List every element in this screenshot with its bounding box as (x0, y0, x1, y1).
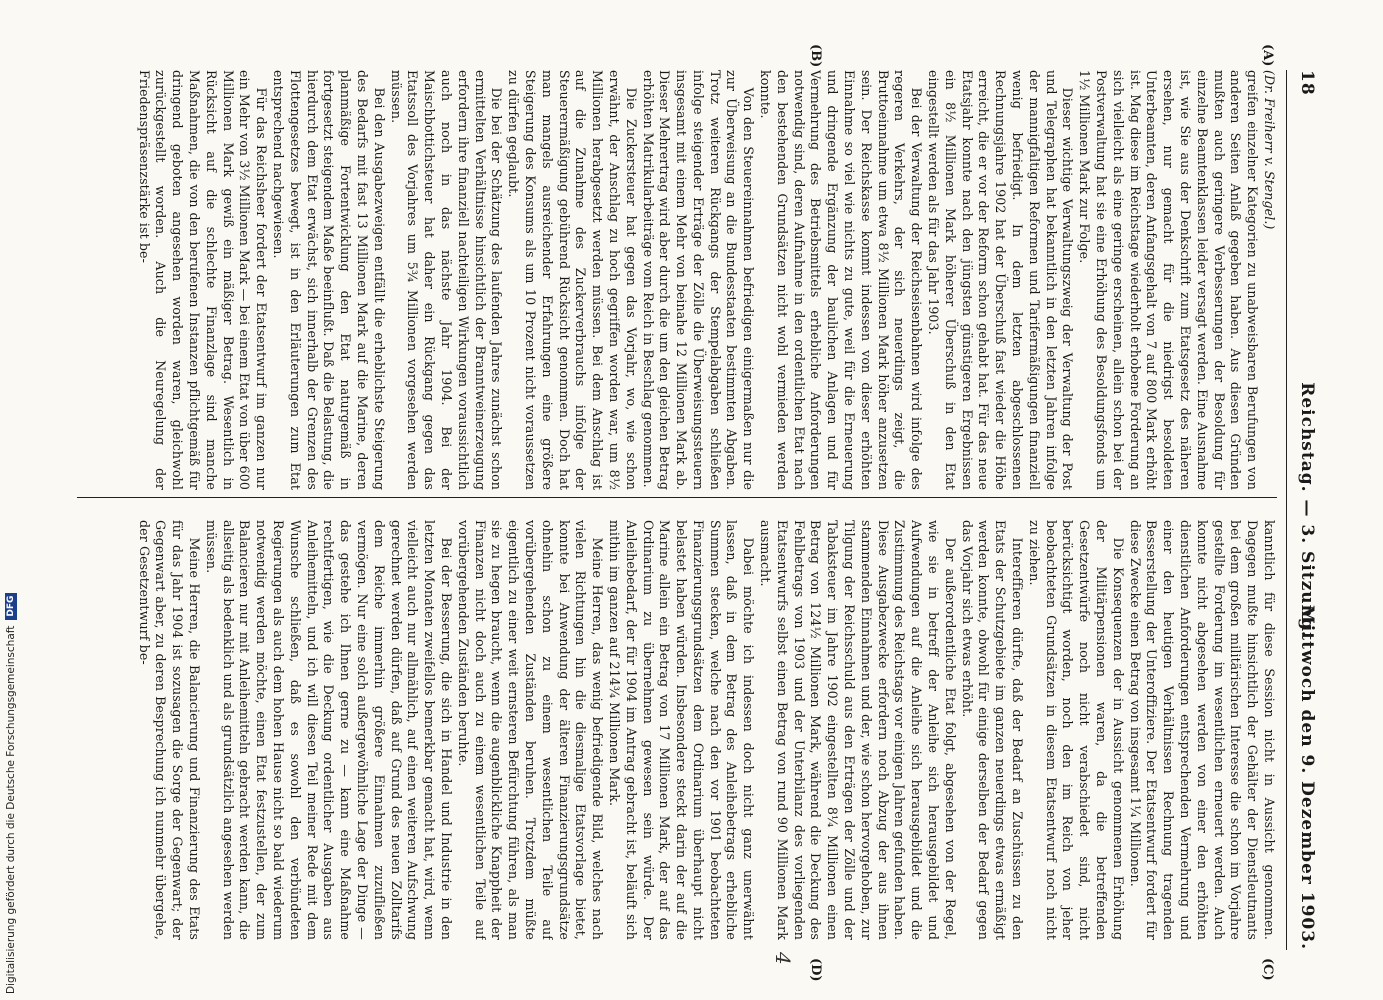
paragraph: kanntlich für diese Session nicht in Aussicht genommen. Dagegen mußte hinsichtlich der Gehälter der Dienstleutnants bei dem großen militärischen Interesse die schon im Vorjahre gestellte Forderung im wesentlichen erneuert werden. Auch konnte nicht abgesehen werden von einer den erhöhten dienstlichen Anforderungen entsprechenden Vermehrung und einer den heutigen Verhältnissen Rechnung tragenden Besserstellung der Unteroffiziere. Der Etatsentwurf fordert für diese Zwecke einen Betrag von insgesamt 1¼ Millionen. (1127, 520, 1277, 940)
paragraph: Die bei der Schätzung des laufenden Jahres zunächst schon ermittelten Verhältnisse hinsichtlich der Branntweinerzeugung erfordern ihre finanziell nachteiligen Wirkungen voraussichtlich auch noch in das nächste Jahr 1904. Bei der Maischbottichsteuer hat daher ein Rückgang gegen das Etatssoll des Vorjahres um 5¾ Millionen vorgesehen werden müssen. (388, 70, 505, 490)
paragraph: Die Konsequenzen der in Aussicht genommenen Erhöhung der Militärpensionen waren, da die betreffenden Gesetzentwürfe noch nicht verabschiedet sind, nicht berücksichtigt worden, noch den im Reich von jeher beobachteten Grundsätzen in diesem Etatsentwurf noch nicht zu ziehen. (1026, 520, 1126, 940)
paragraph: Für das Reichsheer fordert der Etatsentwurf im ganzen nur ein Mehr von 3½ Millionen Mark — bei einem Etat von über 600 Millionen Mark gewiß ein mäßiger Betrag. Wesentlich in Rücksicht auf die schlechte Finanzlage sind manche Maßnahmen, die von den berufenen Instanzen pflichtgemäß für dringend geboten angesehen worden waren, gleichwohl zurückgestellt worden. Auch die Neuregelung der Friedenspräsenzstärke ist be- (136, 70, 270, 490)
digitization-attribution (2, 0, 20, 1000)
paragraph: Bei der Besserung, die sich in Handel und Industrie in den letzten Monaten zweifellos bemerkbar gemacht hat, wird, wenn vielleicht auch nur allmählich, auf einen weiteren Aufschwung gerechnet werden dürfen, daß auf Grund des neuen Zolltarifs dem Reiche immerhin größere Einnahmen zuzufließen vermögen. Nur eine solch außergewöhnliche Lage der Dinge — das gestehe ich Ihnen gerne zu — kann eine Maßnahme rechtfertigen, wie die Deckung ordentlicher Ausgaben aus Anleihemitteln, und ich will diesen Teil meiner Rede mit dem Wunsche schließen, daß es sowohl den verbündeten Regierungen als auch dem hohen Hause nicht so bald wiederum notwendig werden möchte, einen Etat festzustellen, der zum Balancieren nur mit Anleihemitteln gebracht werden kann, die allseitig als bedenklich und als grundsätzlich angesehen werden müssen. (203, 520, 454, 940)
paragraph: Dieser wichtige Verwaltungszweig der Verwaltung der Post und Telegraphen hat bekanntlich in den letzten Jahren infolge der mannigfaltigen Reformen und Tarifermäßigungen finanziell wenig befriedigt. In dem letzten abgeschlossenen Rechnungsjahre 1902 hat der Überschuß fast wieder die Höhe erreicht, die er vor der Reform schon gehabt hat. Für das neue Etatsjahr konnte nach den jüngsten günstigeren Ergebnissen ein 8½ Millionen Mark höherer Überschuß in den Etat eingestellt werden als für das Jahr 1903. (926, 70, 1076, 490)
running-title: Reichstag. — 3. Sitzung. (1297, 382, 1317, 638)
margin-mark-b: (B) (808, 44, 823, 68)
header-rule (1286, 70, 1287, 950)
right-column (77, 520, 1277, 940)
dfg-logo: DFG (5, 593, 17, 620)
margin-mark-c: (C) (1260, 958, 1275, 981)
session-date: Mittwoch den 9. Dezember 1903. (1297, 604, 1317, 950)
handwritten-mark: 4 (771, 952, 795, 965)
paragraph: Dabei möchte ich indessen doch nicht ganz unerwähnt lassen, daß in dem Betrag des Anleihebetrags erhebliche Summen stecken, welche nach den vor 1901 beobachteten Finanzierungsgrundsätzen dem Ordinarium überhaupt nicht belastet haben würden. Insbesondere steckt darin der auf die Marine allein ein Betrag von 17 Millionen Mark, der auf das Ordinarium zu übernehmen gewesen sein würde. Der Anleihebedarf, der für 1904 im Antrag gebracht ist, beläuft sich mithin im ganzen auf 214¾ Millionen Mark. (606, 520, 757, 940)
paragraph: greifen einzelner Kategorien zu unabweisbaren Berufungen von anderen Seiten Anlaß gegeben haben. Aus diesen Gründen mußten auch geringere Verbesserungen der Besoldung für einzelne Beamtenklassen leider versagt werden. Eine Ausnahme ist, wie Sie aus der Denkschrift zum Etatsgesetz des näheren ersehen, nur gemacht für die niedrigst besoldeten Unterbeamten, deren Anfangsgehalt von 7 auf 800 Mark erhöht ist. Mag diese im Reichstage wiederholt erhobene Forderung an sich vielleicht als eine geringe erscheinen, allein schon bei der Postverwaltung hat sie eine Erhöhung des Besoldungsfonds um 1½ Millionen Mark zur Folge. (1077, 70, 1261, 490)
left-column (77, 70, 1277, 490)
margin-mark-d: (D) (808, 958, 823, 982)
speaker-attribution: (Dr. Freiherr v. Stengel.) (1262, 70, 1277, 230)
column-divider (77, 497, 1277, 498)
paragraph: Intereffieren dürfte, daß der Bedarf an Zuschüssen zu den Etats der Schutzgebiete im ganzen neuerdings etwas ermäßigt werden konnte, obwohl für einige derselben der Bedarf gegen das Vorjahr sich etwas erhöht. (959, 520, 1026, 940)
page-number: 18 (1297, 70, 1317, 96)
attribution-text: Digitalisierung gefördert durch die Deutsche Forschungsgemeinschaft (5, 625, 17, 994)
paragraph: Von den Steuereinnahmen befriedigen einigermaßen nur die zur Überweisung an die Bundesstaaten bestimmten Abgaben. Trotz weiteren Rückgangs der Stempelabgaben schließen infolge steigender Erträge der Zölle die Überweisungssteuern insgesamt mit einem Mehr von beinahe 12 Millionen Mark ab. Dieser Mehrertrag wird aber durch die um den gleichen Betrag erhöhten Matrikularbeiträge vom Reich in Beschlag genommen. (640, 70, 757, 490)
margin-mark-a: (A) (1260, 44, 1275, 67)
paragraph: Der außerordentliche Etat folgt, abgesehen von der Regel, wie sie in betreff der Anleihe sich herausgebildet und Aufwendungen auf die Anleihe sich herausgebildet und die Zustimmung des Reichstags vor einigen Jahren gefunden haben. Diese Ausgabezwecke erfordern noch Abzug der aus ihnen stammenden Einnahmen und der, wie schon hervorgehoben, zur Tilgung der Reichsschuld aus den Erträgen der Zölle und der Tabaksteuer im Jahre 1902 eingestellten 8¼ Millionen einen Betrag von 124½ Millionen Mark, während die Deckung des Fehlbetrags von 1903 und der Unterbilanz des vorliegenden Etatsentwurfs selbst einen Betrag von rund 90 Millionen Mark ausmacht. (758, 520, 958, 940)
paragraph: Meine Herren, die Balancierung und Finanzierung des Etats für das Jahr 1904 ist sozusagen die Sorge der Gegenwart; der Gegenwart aber, zu deren Besprechung ich nunmehr übergehe, der Gesetzentwurf be- (136, 520, 202, 940)
paragraph: Bei der Verwaltung der Reichseisenbahnen wird infolge des regeren Verkehrs, der sich neuerdings zeigt, die Bruttoeinnahme um etwa 8½ Millionen Mark höher anzusetzen sein. Der Reichskasse kommt indessen von dieser erhöhten Einnahme so viel wie nichts zu gute, weil für die Erneuerung und dringende Ergänzung der baulichen Anlagen und für Vermehrung des Betriebsmittels erhebliche Anforderungen notwendig sind, deren Aufnahme in den ordentlichen Etat nach den bestehenden Grundsätzen nicht wohl vermieden werden konnte. (758, 70, 925, 490)
paragraph: Die Zuckersteuer hat gegen das Vorjahr, wo, wie schon erwähnt, der Anschlag zu hoch gegriffen worden war, um 8½ Millionen herabgesetzt werden müssen. Bei dem Anschlag ist auf die Zunahme des Zuckerverbrauchs infolge der Steuerermäßigung gebührend Rücksicht genommen. Doch hat man mangels ausreichender Erfahrungen eine größere Steigerung des Konsums als um 10 Prozent nicht voraussetzen zu dürfen geglaubt. (506, 70, 639, 490)
page-header (1287, 70, 1323, 950)
paragraph: Bei den Ausgabezweigen entfällt die erheblichste Steigerung des Bedarfs mit fast 13 Millionen Mark auf die Marine, deren planmäßige Fortentwicklung den Etat naturgemäß in fortgesetzt steigendem Maße beeinflußt. Daß die Belastung, die hierdurch dem Etat erwächst, sich innerhalb der Grenzen des Flottengesetzes bewegt, ist in den Erläuterungen zum Etat entsprechend nachgewiesen. (270, 70, 387, 490)
paragraph: Meine Herren, das wenig befriedigende Bild, welches nach vielen Richtungen hin die diesmalige Etatsvorlage bietet, konnte bei Anwendung der älteren Finanzierungsgrundsätze ohnehin schon zu einem wesentlichen Teile auf vorübergehenden Zuständen beruhen. Trotzdem müßte eigentlich zu einer weit ernsteren Befürchtung führen, als man sie zu hegen braucht, wenn die augenblickliche Knappheit der Finanzen nicht doch auch zu einem wesentlichen Teile auf vorübergehenden Zuständen beruhte. (455, 520, 606, 940)
